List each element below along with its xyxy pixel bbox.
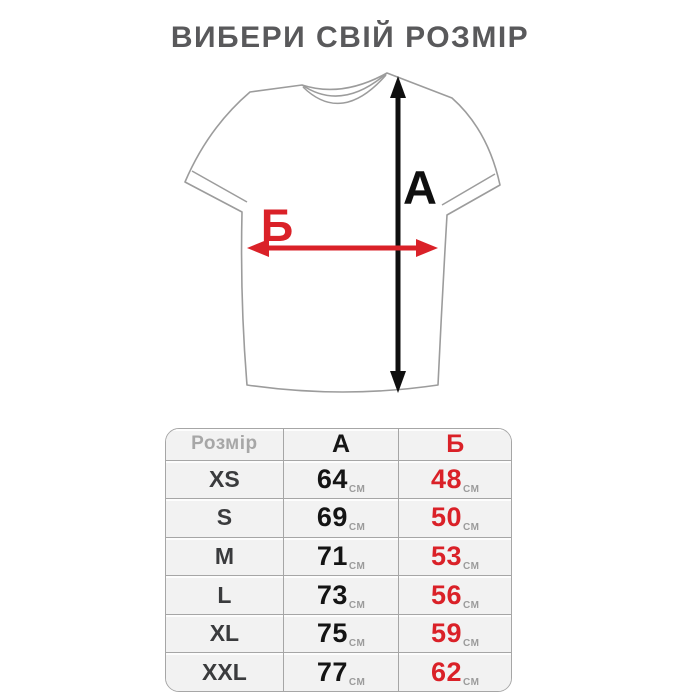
header-size: Розмір	[166, 429, 283, 460]
b-value: 53	[430, 540, 462, 571]
size-cell	[166, 653, 283, 691]
a-value-cell	[283, 537, 399, 576]
size-label: M	[214, 542, 234, 569]
b-unit: СМ	[462, 638, 480, 650]
header-a: А	[283, 429, 399, 460]
b-unit: СМ	[462, 676, 480, 688]
table-row	[166, 614, 511, 653]
a-value: 64	[316, 463, 348, 494]
a-value-cell	[283, 499, 399, 538]
size-label: S	[216, 504, 233, 531]
size-cell	[166, 576, 283, 615]
b-value: 56	[430, 579, 462, 610]
a-unit: СМ	[348, 560, 366, 572]
size-label: XS	[209, 465, 240, 492]
b-value: 50	[430, 502, 462, 533]
a-value-cell	[283, 653, 399, 691]
header-b: Б	[399, 429, 511, 460]
b-value: 59	[430, 618, 462, 649]
a-unit: СМ	[348, 483, 366, 495]
table-row	[166, 460, 511, 499]
b-value-cell	[399, 614, 511, 653]
tshirt-outline	[185, 73, 500, 392]
size-label: L	[217, 581, 232, 608]
label-b: Б	[260, 200, 294, 251]
a-value: 73	[316, 579, 348, 610]
b-value-cell	[399, 499, 511, 538]
b-value-cell	[399, 576, 511, 615]
table-row	[166, 499, 511, 538]
page-title: ВИБЕРИ СВІЙ РОЗМІР	[170, 21, 530, 54]
size-label: XXL	[202, 658, 247, 685]
table-row	[166, 653, 511, 691]
size-table	[166, 429, 511, 691]
b-unit: СМ	[462, 483, 480, 495]
size-label: XL	[209, 620, 240, 647]
b-unit: СМ	[462, 599, 480, 611]
table-row	[166, 537, 511, 576]
a-unit: СМ	[348, 599, 366, 611]
size-cell	[166, 614, 283, 653]
a-unit: СМ	[348, 676, 366, 688]
b-value: 62	[430, 656, 462, 687]
a-value: 69	[316, 502, 348, 533]
b-unit: СМ	[462, 522, 480, 534]
label-a: А	[403, 161, 437, 214]
table-header-row	[166, 429, 511, 460]
b-value-cell	[399, 537, 511, 576]
a-value: 77	[316, 656, 348, 687]
b-value: 48	[430, 463, 462, 494]
table-row	[166, 576, 511, 615]
b-value-cell	[399, 653, 511, 691]
a-value-cell	[283, 576, 399, 615]
a-unit: СМ	[348, 522, 366, 534]
a-unit: СМ	[348, 638, 366, 650]
b-value-cell	[399, 460, 511, 499]
a-value-cell	[283, 614, 399, 653]
b-unit: СМ	[462, 560, 480, 572]
a-value-cell	[283, 460, 399, 499]
size-cell	[166, 499, 283, 538]
size-table-container	[165, 428, 512, 692]
tshirt-measurement-diagram	[170, 56, 530, 416]
a-value: 75	[316, 618, 348, 649]
a-value: 71	[316, 540, 348, 571]
size-cell	[166, 537, 283, 576]
size-cell	[166, 460, 283, 499]
size-table-body	[166, 460, 511, 691]
